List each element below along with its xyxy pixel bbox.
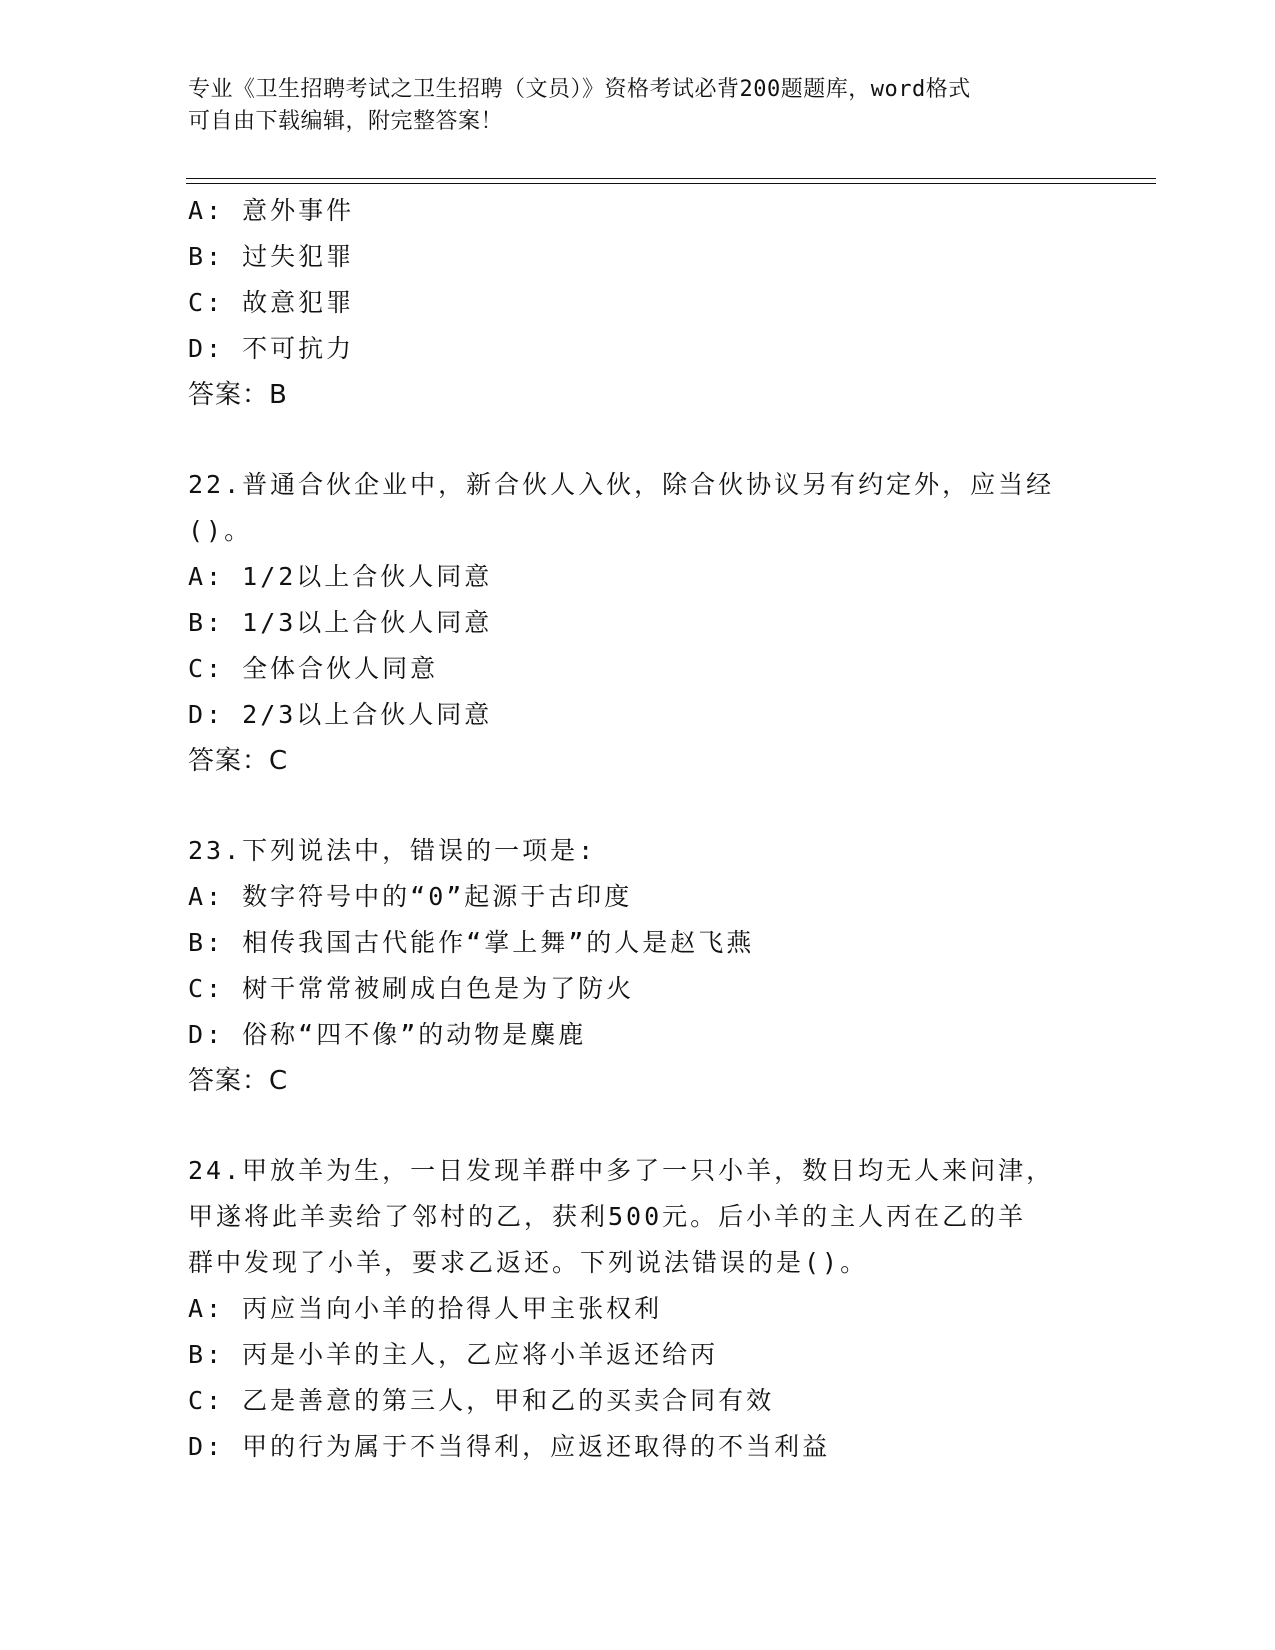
option-b: B: 过失犯罪 (188, 242, 355, 271)
option-c: C: 全体合伙人同意 (188, 654, 439, 683)
question-24 (188, 1148, 1088, 1470)
answer-line: 答案：C (188, 746, 289, 776)
question-stem-line: 甲遂将此羊卖给了邻村的乙，获利500元。后小羊的主人丙在乙的羊 (188, 1202, 1027, 1231)
question-22 (188, 462, 1088, 784)
answer-line: 答案：B (188, 380, 288, 410)
option-a: A: 意外事件 (188, 196, 355, 225)
question-21 (188, 188, 1088, 418)
question-spacer (188, 1104, 1088, 1148)
header-title-line-2: 可自由下载编辑，附完整答案！ (188, 109, 504, 134)
header-divider-top (186, 178, 1156, 179)
option-b: B: 相传我国古代能作“掌上舞”的人是赵飞燕 (188, 928, 755, 957)
question-stem-line: 24.甲放羊为生，一日发现羊群中多了一只小羊，数日均无人来问津， (188, 1156, 1055, 1185)
header-title-line-1: 专业《卫生招聘考试之卫生招聘（文员）》资格考试必背200题题库，word格式 (188, 77, 971, 102)
question-23 (188, 828, 1088, 1104)
document-header (188, 74, 1088, 138)
question-spacer (188, 784, 1088, 828)
option-a: A: 丙应当向小羊的拾得人甲主张权利 (188, 1294, 663, 1323)
header-divider-bottom (186, 183, 1156, 184)
option-b: B: 丙是小羊的主人，乙应将小羊返还给丙 (188, 1340, 719, 1369)
answer-line: 答案：C (188, 1066, 289, 1096)
question-stem-line: 23.下列说法中，错误的一项是: (188, 836, 597, 865)
option-d: D: 俗称“四不像”的动物是麋鹿 (188, 1020, 587, 1049)
option-c: C: 树干常常被刷成白色是为了防火 (188, 974, 635, 1003)
option-d: D: 甲的行为属于不当得利，应返还取得的不当利益 (188, 1432, 831, 1461)
question-stem-line: 22.普通合伙企业中，新合伙人入伙，除合伙协议另有约定外，应当经 (188, 470, 1055, 499)
option-a: A: 数字符号中的“0”起源于古印度 (188, 882, 633, 911)
question-stem-line: 群中发现了小羊，要求乙返还。下列说法错误的是()。 (188, 1248, 869, 1277)
question-spacer (188, 418, 1088, 462)
option-c: C: 乙是善意的第三人，甲和乙的买卖合同有效 (188, 1386, 775, 1415)
option-d: D: 不可抗力 (188, 334, 355, 363)
option-c: C: 故意犯罪 (188, 288, 355, 317)
option-d: D: 2/3以上合伙人同意 (188, 700, 493, 729)
option-a: A: 1/2以上合伙人同意 (188, 562, 493, 591)
question-content (188, 188, 1088, 1470)
question-stem-line: ()。 (188, 516, 253, 545)
option-b: B: 1/3以上合伙人同意 (188, 608, 493, 637)
